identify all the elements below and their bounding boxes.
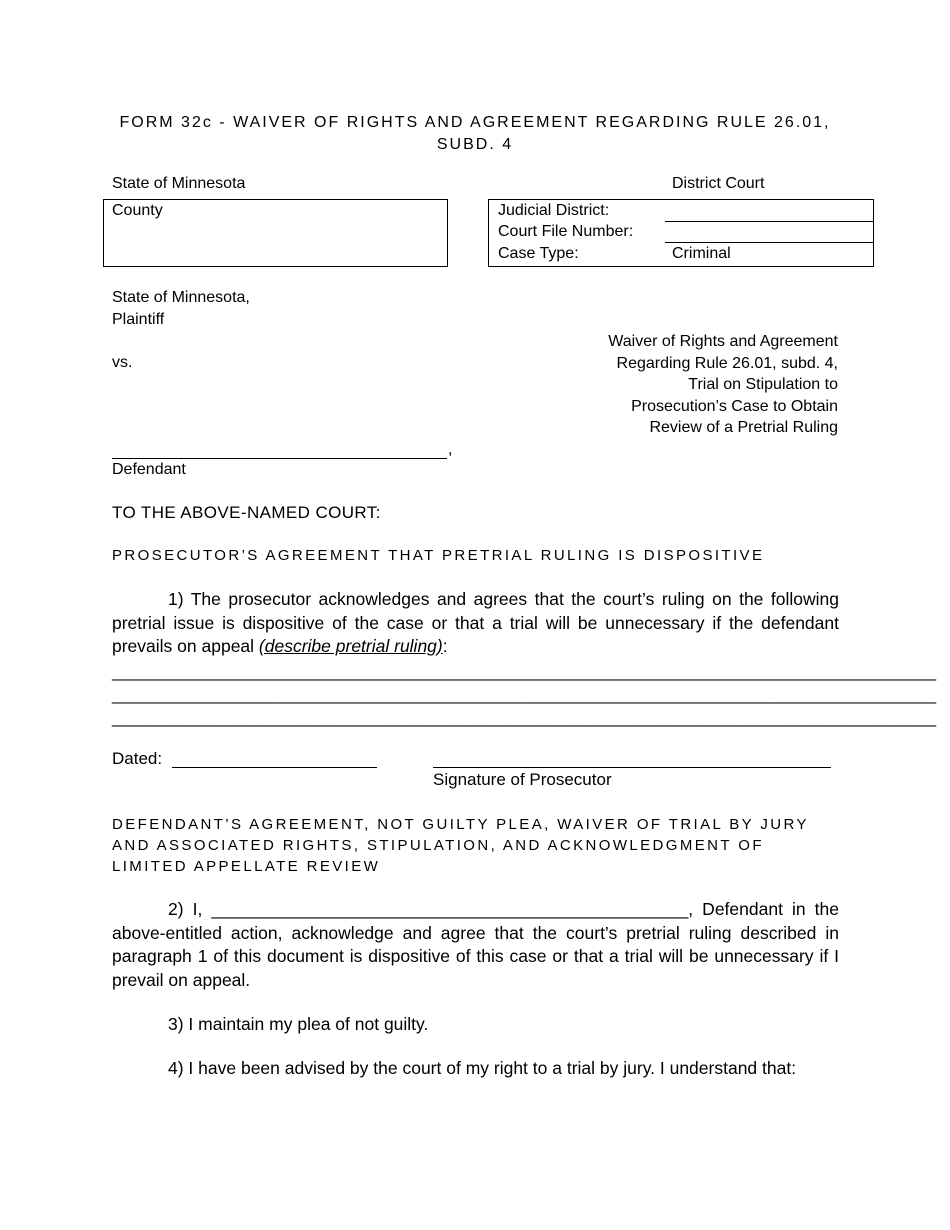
pretrial-ruling-line[interactable]: _____________________________________________________________________________________________ [112,662,936,681]
document-title-line: Prosecution’s Case to Obtain [631,397,838,415]
paragraph-4: 4) I have been advised by the court of my right to a trial by jury. I understand that: [168,1058,797,1078]
court-file-number-field[interactable] [665,222,873,243]
prosecutor-date-field[interactable] [172,747,377,768]
paragraph-1-text: 1) The prosecutor acknowledges and agrees that the court’s ruling on the following pretrial issue is dispositive of the case or that a trial will be unnecessary if the defendant prevails on appeal [112,589,839,656]
paragraph-3: 3) I maintain my plea of not guilty. [168,1014,429,1034]
pretrial-ruling-line[interactable]: _____________________________________________________________________________________________ [112,685,936,704]
court-address: TO THE ABOVE-NAMED COURT: [112,503,381,522]
document-title-block [458,331,838,439]
section-heading-prosecutor: PROSECUTOR’S AGREEMENT THAT PRETRIAL RULING IS DISPOSITIVE [112,547,765,564]
document-title-line: Waiver of Rights and Agreement [608,333,838,350]
document-title-line: Trial on Stipulation to [688,376,838,393]
court-file-number-label: Court File Number: [498,223,634,240]
pretrial-ruling-line[interactable]: _____________________________________________________________________________________________ [112,708,936,727]
court-label: District Court [672,175,765,192]
defendant-comma: , [448,441,453,458]
plaintiff-name: State of Minnesota, [112,289,250,306]
paragraph-2: 2) I, _________________________________________________, Defendant in the above-entitled action, acknowledge and agree that the court’s pretrial ruling described in paragraph 1 of this document is dispositive of this case or that a trial will be unnecessary if I prevail on appeal. [112,899,839,990]
document-title-line: Review of a Pretrial Ruling [649,419,838,436]
county-box [103,199,448,267]
defendant-name-field[interactable] [112,438,447,459]
versus-text: vs. [112,354,133,371]
judicial-district-label: Judicial District: [498,202,610,219]
paragraph-1-colon: : [442,636,448,656]
paragraph-1-hint: (describe pretrial ruling) [258,636,443,656]
state-label: State of Minnesota [112,175,246,192]
form-title: FORM 32c - WAIVER OF RIGHTS AND AGREEMENT REGARDING RULE 26.01, SUBD. 4 [119,114,831,153]
section-heading-line: LIMITED APPELLATE REVIEW [112,858,381,875]
judicial-district-field[interactable] [665,201,873,222]
county-label: County [112,202,163,219]
defendant-label: Defendant [112,461,186,478]
document-title-line: Regarding Rule 26.01, subd. 4, [616,354,838,372]
section-heading-line: AND ASSOCIATED RIGHTS, STIPULATION, AND ACKNOWLEDGMENT OF [112,837,764,854]
section-heading-line: DEFENDANT’S AGREEMENT, NOT GUILTY PLEA, WAIVER OF TRIAL BY JURY [112,816,809,833]
case-type-label: Case Type: [498,245,579,262]
paragraph-1 [112,588,839,659]
case-info-box [488,199,874,267]
prosecutor-signature-field[interactable] [433,747,831,768]
prosecutor-signature-label: Signature of Prosecutor [433,770,612,789]
section-heading-defendant [112,814,809,877]
plaintiff-label: Plaintiff [112,311,165,328]
dated-label: Dated: [112,749,163,768]
case-type-value: Criminal [672,245,731,262]
